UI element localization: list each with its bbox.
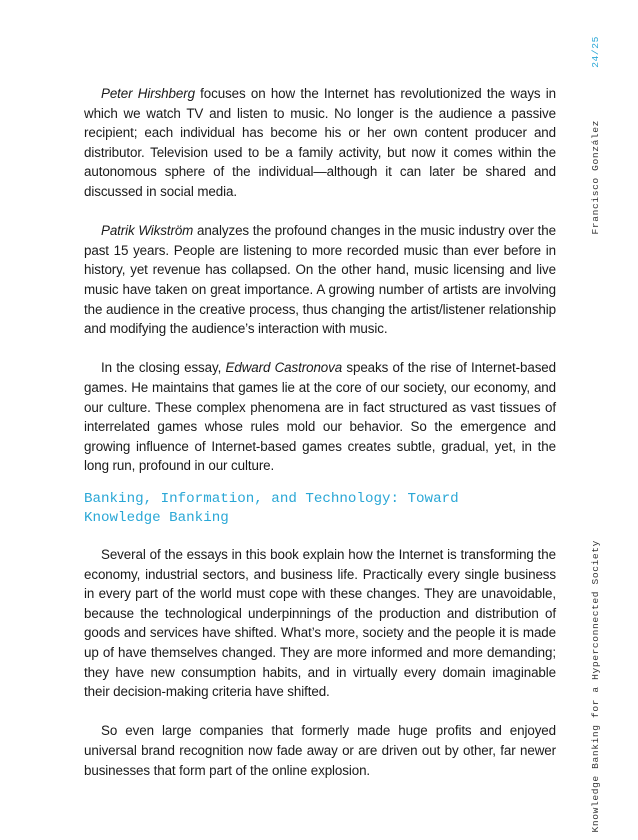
side-rail: [588, 20, 608, 833]
author-name-hirshberg: Peter Hirshberg: [101, 86, 195, 101]
paragraph-castronova: [84, 358, 556, 476]
paragraph-wikstrom: [84, 221, 556, 339]
running-book-title: Knowledge Banking for a Hyperconnected Society: [590, 540, 601, 833]
paragraph-prefix: In the closing essay,: [101, 360, 226, 376]
author-name-wikstrom: Patrik Wikström: [101, 223, 194, 239]
section-paragraph-1: Several of the essays in this book explain how the Internet is transforming the economy, industrial sectors, and business life. Practically every single business in every part of the world must cope with these changes. They are unavoidable, because the technological underpinnings of the production and distribution of goods and services have shifted. What’s more, society and the people it is made up of have themselves changed. They are more informed and more demanding; they have new consumption habits, and in virtually every domain imaginable their decision-making criteria have shifted.: [84, 547, 556, 700]
paragraph-hirshberg: [84, 84, 556, 202]
section-paragraph-2: So even large companies that formerly made huge profits and enjoyed universal brand recognition now fade away or are driven out by other, far newer businesses that form part of the online explosion.: [84, 723, 556, 778]
page-number: 24/25: [590, 36, 601, 68]
author-name-castronova: Edward Castronova: [225, 360, 343, 376]
paragraph-text: speaks of the rise of Internet-based games. He maintains that games lie at the core of our society, our economy, and our culture. These complex phenomena are in fact structured as vast tissues of interrelated games whose rules mold our behavior. So the emergence and growing influence of Internet-based games creates subtle, gradual, yet, in the long run, profound in our culture.: [84, 360, 557, 474]
section-heading-line-1: Banking, Information, and Technology: Toward: [84, 491, 459, 507]
running-author: Francisco González: [590, 120, 601, 235]
paragraph-text: focuses on how the Internet has revolutionized the ways in which we watch TV and listen to music. No longer is the audience a passive recipient; each individual has become his or her own content producer and distributor. Television used to be a family activity, but now it comes within the autonomous sphere of the individual—although it can later be shared and discussed in social media.: [84, 86, 556, 199]
intro-text-block: [84, 84, 556, 476]
section-heading-line-2: Knowledge Banking: [84, 510, 229, 526]
section-text-block: [84, 545, 556, 780]
paragraph-text: analyzes the profound changes in the music industry over the past 15 years. People are listening to more recorded music than ever before in history, yet revenue has collapsed. On the other hand, music licensing and live music have taken on great importance. A growing number of artists are involving the audience in the creative process, thus changing the artist/listener relationship and modifying the audience’s interaction with music.: [84, 223, 556, 337]
section-heading: [84, 490, 524, 528]
